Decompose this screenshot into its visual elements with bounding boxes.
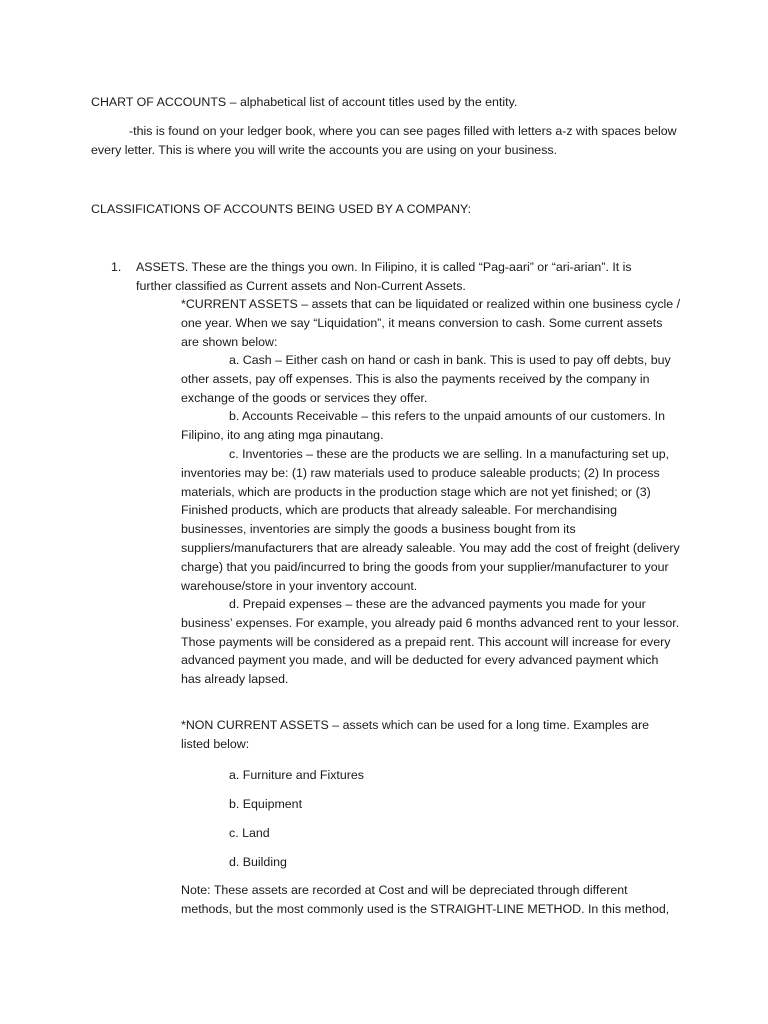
depreciation-note: Note: These assets are recorded at Cost and will be depreciated through different methods, but the most commonly used is the STRAIGHT-LINE METHOD. In this method,	[181, 883, 670, 916]
non-current-item-building: d. Building	[229, 855, 287, 869]
current-asset-prepaid: d. Prepaid expenses – these are the advanced payments you made for your business’ expenses. For example, you already paid 6 months advanced rent to your lessor. Those payments will be considered as a prepaid rent. This account will increase for every advanced payment you made, and will be deducted for every advanced payment which has already lapsed.	[181, 597, 680, 687]
current-assets-intro: *CURRENT ASSETS – assets that can be liquidated or realized within one business cycle / one year. When we say “Liquidation”, it means conversion to cash. Some current assets are shown below:	[181, 297, 681, 349]
non-current-item-land: c. Land	[229, 826, 270, 840]
chart-of-accounts-definition	[91, 93, 691, 112]
assets-paragraph: ASSETS. These are the things you own. In Filipino, it is called “Pag-aari” or “ari-arian”. It is further classified as Current assets and Non-Current Assets.	[136, 260, 632, 293]
heading-term: CHART OF ACCOUNTS	[91, 95, 227, 109]
list-number: 1.	[111, 260, 122, 274]
classifications-heading: CLASSIFICATIONS OF ACCOUNTS BEING USED BY A COMPANY:	[91, 202, 472, 216]
current-asset-cash: a. Cash – Either cash on hand or cash in bank. This is used to pay off debts, buy other assets, pay off expenses. This is also the payments received by the company in exchange of the goods or services they offer.	[181, 353, 671, 405]
non-current-item-furniture: a. Furniture and Fixtures	[229, 768, 364, 782]
non-current-item-equipment: b. Equipment	[229, 797, 303, 811]
current-asset-inventories: c. Inventories – these are the products we are selling. In a manufacturing set up, inventories may be: (1) raw materials used to produce saleable products; (2) In process materials, which are products in the production stage which are not yet finished; or (3) Finished products, which are products that already saleable. For merchandising businesses, inventories are simply the goods a business bought from its suppliers/manufacturers that are already saleable. You may add the cost of freight (delivery charge) that you paid/incurred to bring the goods from your supplier/manufacturer to your warehouse/store in your inventory account.	[181, 447, 680, 593]
current-asset-receivable: b. Accounts Receivable – this refers to the unpaid amounts of our customers. In Filipino, ito ang ating mga pinautang.	[181, 409, 665, 442]
ledger-intro-paragraph: -this is found on your ledger book, where you can see pages filled with letters a-z with spaces below every letter. This is where you will write the accounts you are using on your business.	[91, 124, 677, 157]
heading-definition: – alphabetical list of account titles used by the entity.	[226, 95, 518, 109]
non-current-assets-intro: *NON CURRENT ASSETS – assets which can be used for a long time. Examples are listed below:	[181, 718, 650, 751]
